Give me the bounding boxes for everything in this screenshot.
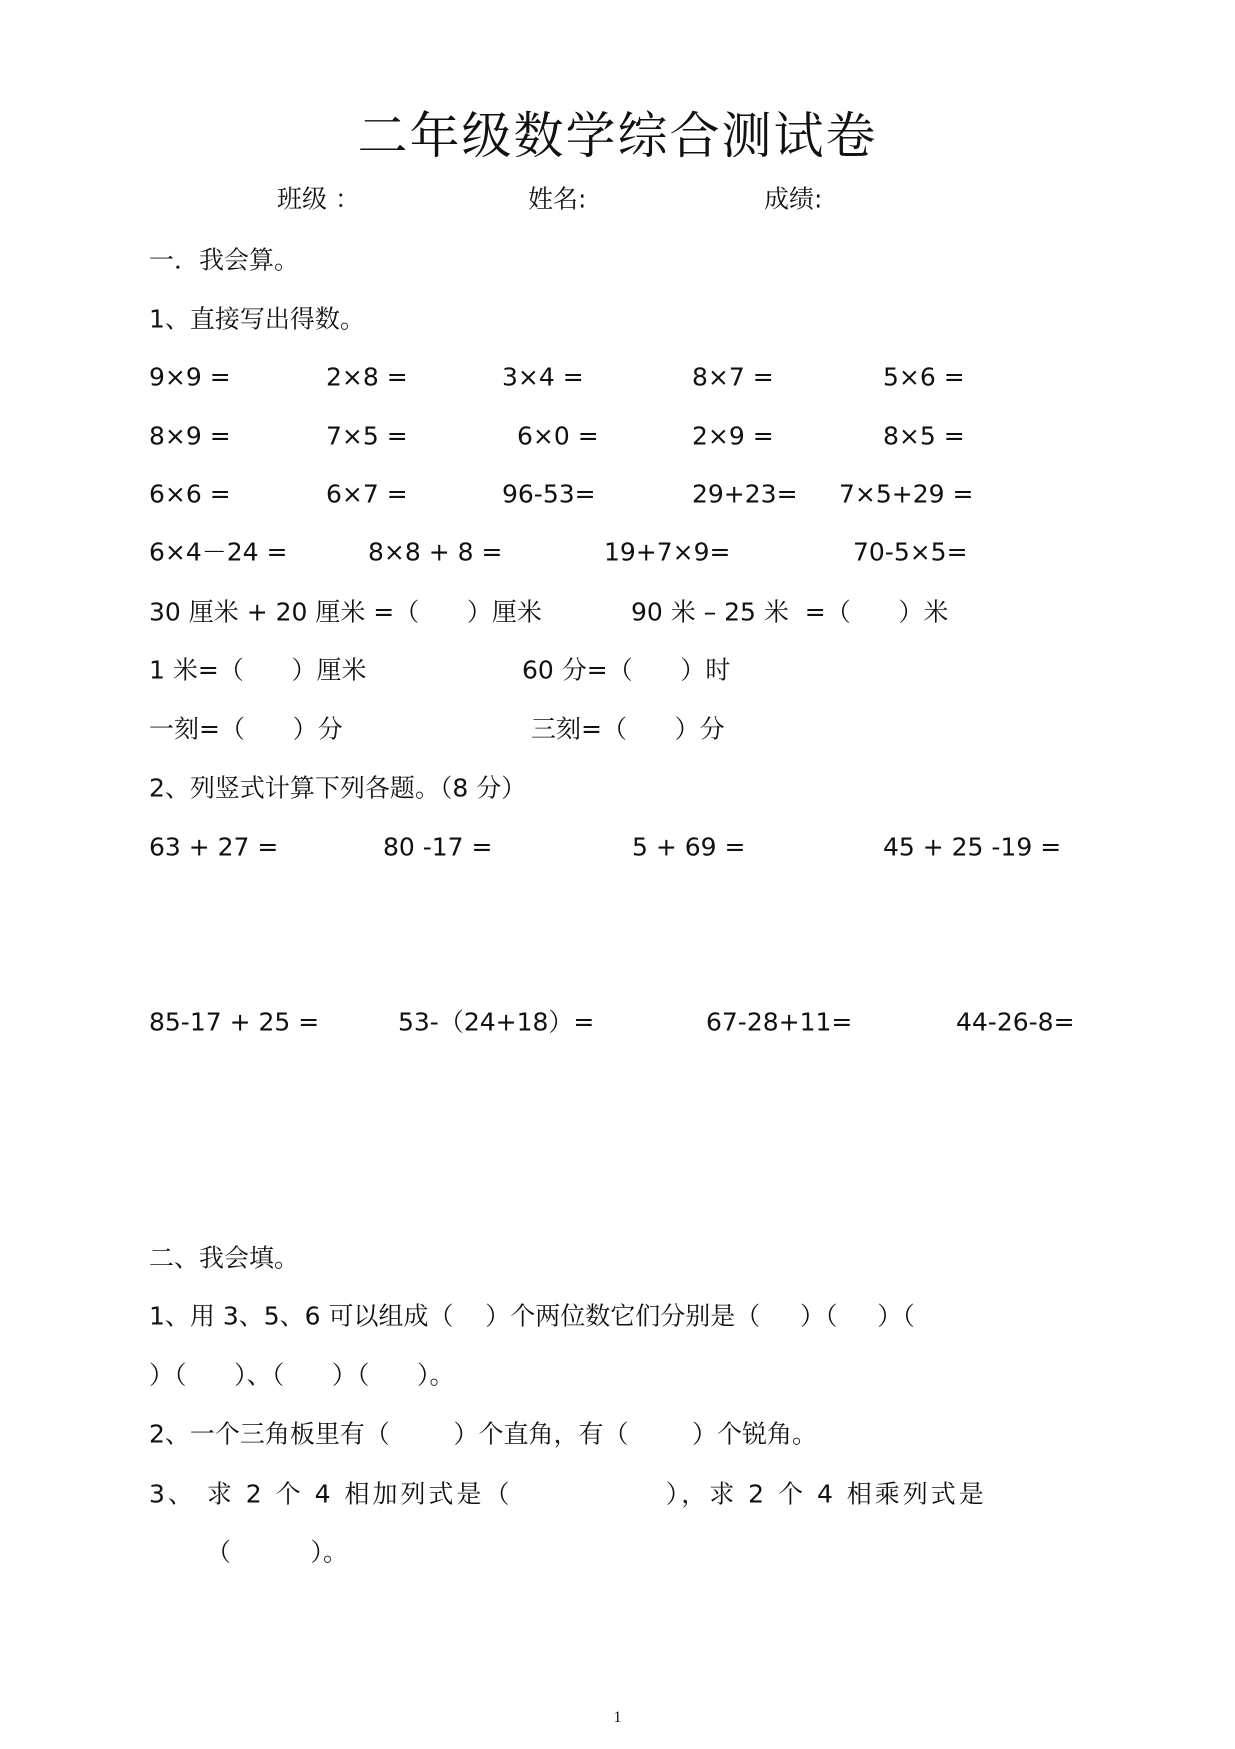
page-number: 1 — [613, 1709, 622, 1726]
problem: 80 -17 = — [383, 832, 493, 862]
class-label: 班级 ： — [277, 184, 360, 214]
fill-question: （ ）。 — [206, 1537, 348, 1567]
fill-question: 2、一个三角板里有（ ）个直角，有（ ）个锐角。 — [149, 1419, 818, 1449]
problem: 60 分=（ ）时 — [522, 655, 731, 685]
problem: 44-26-8= — [956, 1007, 1075, 1037]
problem: 8×8 + 8 = — [368, 537, 503, 567]
problem: 8×7 = — [692, 362, 774, 392]
problem: 7×5+29 = — [839, 479, 974, 509]
problem: 90 米 – 25 米 =（ ）米 — [631, 597, 949, 627]
problem: 63 + 27 = — [149, 832, 279, 862]
problem: 1 米=（ ）厘米 — [149, 655, 367, 685]
problem: 29+23= — [692, 479, 798, 509]
problem: 8×9 = — [149, 421, 231, 451]
problem: 5 + 69 = — [632, 832, 746, 862]
problem: 5×6 = — [883, 362, 965, 392]
problem: 67-28+11= — [706, 1007, 853, 1037]
problem: 6×7 = — [326, 479, 408, 509]
problem: 2×8 = — [326, 362, 408, 392]
problem: 9×9 = — [149, 362, 231, 392]
problem: 53-（24+18）= — [398, 1007, 595, 1037]
problem: 一刻=（ ）分 — [149, 714, 343, 744]
problem: 三刻=（ ）分 — [531, 714, 725, 744]
problem: 19+7×9= — [604, 537, 731, 567]
problem: 70-5×5= — [853, 537, 968, 567]
section1-heading: 一．我会算。 — [149, 245, 300, 275]
q1-label: 1、直接写出得数。 — [149, 304, 365, 334]
problem: 2×9 = — [692, 421, 774, 451]
page-title: 二年级数学综合测试卷 — [357, 107, 878, 165]
problem: 8×5 = — [883, 421, 965, 451]
name-label: 姓名: — [528, 184, 587, 214]
problem: 6×4－24 = — [149, 537, 288, 567]
section2-heading: 二、我会填。 — [149, 1243, 300, 1273]
fill-question: 3、 求 2 个 4 相加列式是（ ），求 2 个 4 相乘列式是 — [149, 1479, 987, 1509]
problem: 96-53= — [502, 479, 596, 509]
problem: 6×6 = — [149, 479, 231, 509]
q2-label: 2、列竖式计算下列各题。（8 分） — [149, 773, 527, 803]
problem: 6×0 = — [517, 421, 599, 451]
fill-question: 1、用 3、5、6 可以组成（ ）个两位数它们分别是（ ）（ ）（ — [149, 1301, 915, 1331]
problem: 45 + 25 -19 = — [883, 832, 1062, 862]
problem: 30 厘米 + 20 厘米 =（ ）厘米 — [149, 597, 542, 627]
problem: 3×4 = — [502, 362, 584, 392]
problem: 85-17 + 25 = — [149, 1007, 320, 1037]
fill-question: ）（ ）、（ ）（ ）。 — [149, 1360, 455, 1390]
problem: 7×5 = — [326, 421, 408, 451]
score-label: 成绩: — [764, 184, 823, 214]
